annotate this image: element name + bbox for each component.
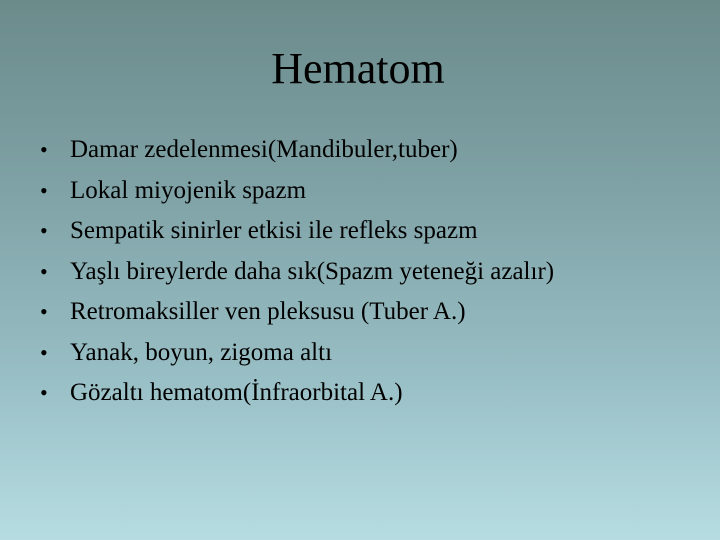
bullet-dot-icon: • [40,258,48,284]
bullet-dot-icon: • [40,339,48,365]
bullet-dot-icon: • [40,299,48,324]
bullet-text: Lokal miyojenik spazm [70,176,307,204]
bullet-item [40,292,554,333]
bullet-text: Retromaksiller ven pleksusu (Tuber A.) [70,298,466,325]
bullet-dot-icon: • [40,380,48,405]
bullet-dot-icon: • [40,177,48,203]
bullet-item [40,333,554,374]
bullet-text: Damar zedelenmesi(Mandibuler,tuber) [70,136,458,163]
bullet-item [40,211,554,252]
bullet-text: Yaşlı bireylerde daha sık(Spazm yeteneği azalır) [70,257,555,285]
bullet-list [40,130,554,414]
bullet-item [40,373,554,414]
bullet-text: Gözaltı hematom(İnfraorbital A.) [70,379,403,406]
bullet-dot-icon: • [40,218,48,243]
bullet-item [40,252,554,293]
slide-title: Hematom [271,44,445,93]
bullet-text: Sempatik sinirler etkisi ile refleks spazm [70,217,478,244]
bullet-item [40,171,554,212]
bullet-dot-icon: • [40,137,48,162]
bullet-item [40,130,554,171]
bullet-text: Yanak, boyun, zigoma altı [70,338,333,366]
